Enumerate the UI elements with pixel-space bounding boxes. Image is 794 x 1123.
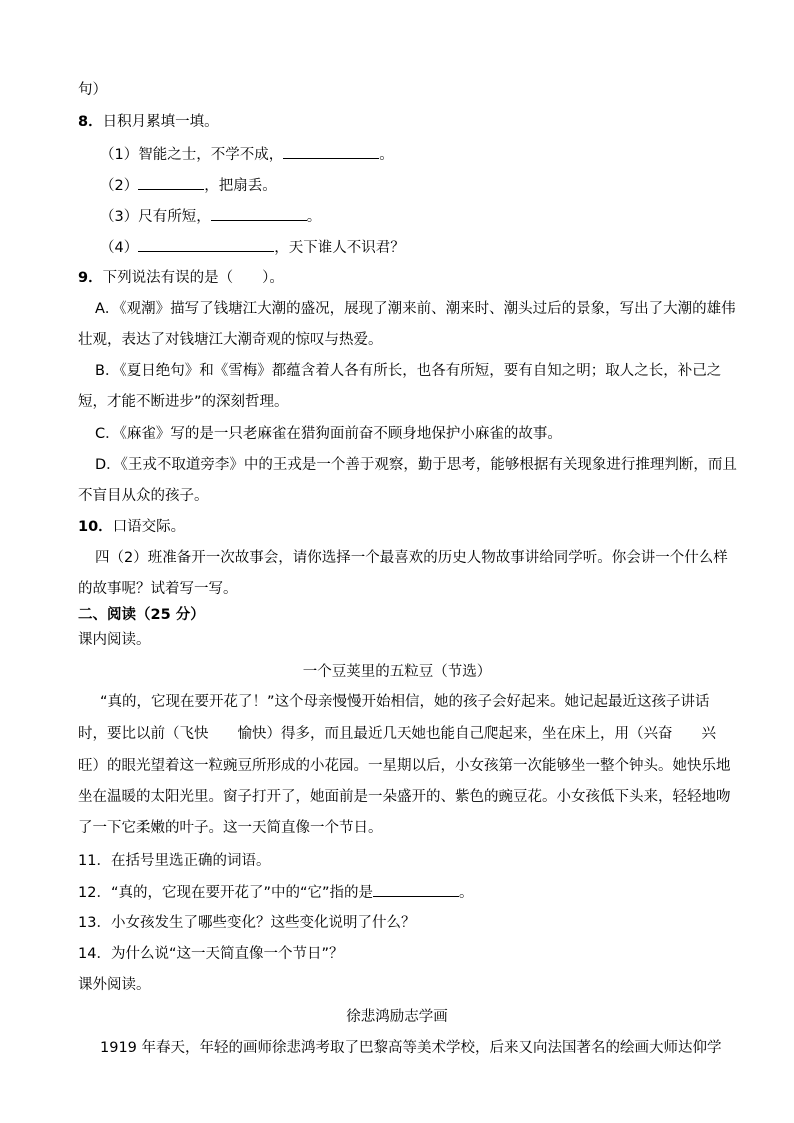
option-b-line-2: 短，才能不断进步”的深刻哲理。 [78, 394, 289, 410]
passage-line-1: “真的，它现在要开花了！”这个母亲慢慢开始相信，她的孩子会好起来。她记起最近这孩子讲话 [100, 694, 710, 710]
question-text: 日积月累填一填。 [102, 114, 219, 130]
question-8-title [78, 112, 219, 132]
item-text: （1）智能之士，不学不成， [100, 147, 284, 163]
question-number: 8． [78, 114, 103, 130]
passage-line-4: 坐在温暖的太阳光里。窗子打开了，她面前是一朵盛开的、紫色的豌豆花。小女孩低下头来，轻轻地吻 [78, 789, 731, 805]
item-text: ，天下谁人不识君？ [274, 240, 405, 256]
item-text: （4） [100, 240, 139, 256]
item-text: ，把扇丢。 [204, 178, 277, 194]
question-11: 11．在括号里选正确的词语。 [78, 853, 271, 869]
option-d-line-2: 不盲目从众的孩子。 [78, 488, 209, 504]
fill-blank[interactable] [373, 882, 459, 897]
item-text: 。 [379, 147, 394, 163]
question-14: 14．为什么说“这一天简直像一个节日”？ [78, 946, 344, 962]
item-text: （2） [100, 178, 139, 194]
question-13: 13．小女孩发生了哪些变化？这些变化说明了什么？ [78, 915, 416, 931]
question-text: 下列说法有误的是（ ）。 [102, 270, 284, 286]
question-10-title [78, 517, 185, 537]
option-a-line-2: 壮观，表达了对钱塘江大潮奇观的惊叹与热爱。 [78, 332, 383, 348]
question-number: 9． [78, 270, 103, 286]
fill-blank[interactable] [138, 237, 274, 252]
previous-question-tail: 句） [78, 82, 107, 98]
section-heading: 二、阅读（25 分） [78, 607, 205, 623]
passage-title: 一个豆荚里的五粒豆（节选） [302, 664, 492, 680]
question-text: 。 [459, 885, 474, 901]
in-class-reading-label: 课内阅读。 [78, 632, 151, 648]
question-9-title [78, 268, 284, 288]
item-text: （3）尺有所短， [100, 209, 211, 225]
question-8-item-3 [100, 206, 321, 227]
question-8-item-4 [100, 237, 405, 258]
option-a-line-1[interactable]: A．《观潮》描写了钱塘江大潮的盛况，展现了潮来前、潮来时、潮头过后的景象，写出了大潮的雄伟 [95, 301, 736, 317]
option-b-line-1[interactable]: B．《夏日绝句》和《雪梅》都蕴含着人各有所长，也各有所短，要有自知之明；取人之长，补己之 [95, 363, 722, 379]
fill-blank[interactable] [283, 144, 379, 159]
question-text: 口语交际。 [112, 519, 186, 535]
passage-line-5: 了一下它柔嫩的叶子。这一天简直像一个节日。 [78, 820, 383, 836]
out-of-class-reading-label: 课外阅读。 [78, 977, 151, 993]
option-c[interactable]: C．《麻雀》写的是一只老麻雀在猎狗面前奋不顾身地保护小麻雀的故事。 [95, 426, 562, 442]
question-number: 10． [78, 519, 113, 535]
fill-blank[interactable] [138, 175, 204, 190]
question-10-text-1: 四（2）班准备开一次故事会，请你选择一个最喜欢的历史人物故事讲给同学听。你会讲一个什么样 [95, 550, 728, 566]
question-10-text-2: 的故事呢？试着写一写。 [78, 581, 238, 597]
item-text: 。 [306, 209, 322, 225]
question-8-item-2 [100, 175, 277, 196]
passage-2-title: 徐悲鸿励志学画 [346, 1009, 448, 1025]
fill-blank[interactable] [211, 206, 307, 221]
question-12 [78, 882, 474, 903]
question-text: 12．“真的，它现在要开花了”中的“它”指的是 [78, 885, 373, 901]
passage-line-2: 时，要比以前（飞快 愉快）得多，而且最近几天她也能自己爬起来，坐在床上，用（兴奋 兴 [78, 726, 716, 742]
question-8-item-1 [100, 144, 394, 165]
passage-line-3: 旺）的眼光望着这一粒豌豆所形成的小花园。一星期以后，小女孩第一次能够坐一整个钟头。她快乐地 [78, 758, 731, 774]
passage-2-line-1: 1919 年春天，年轻的画师徐悲鸿考取了巴黎高等美术学校，后来又向法国著名的绘画大师达仰学 [100, 1040, 722, 1056]
option-d-line-1[interactable]: D．《王戎不取道旁李》中的王戎是一个善于观察，勤于思考，能够根据有关现象进行推理判断，而且 [95, 457, 737, 473]
